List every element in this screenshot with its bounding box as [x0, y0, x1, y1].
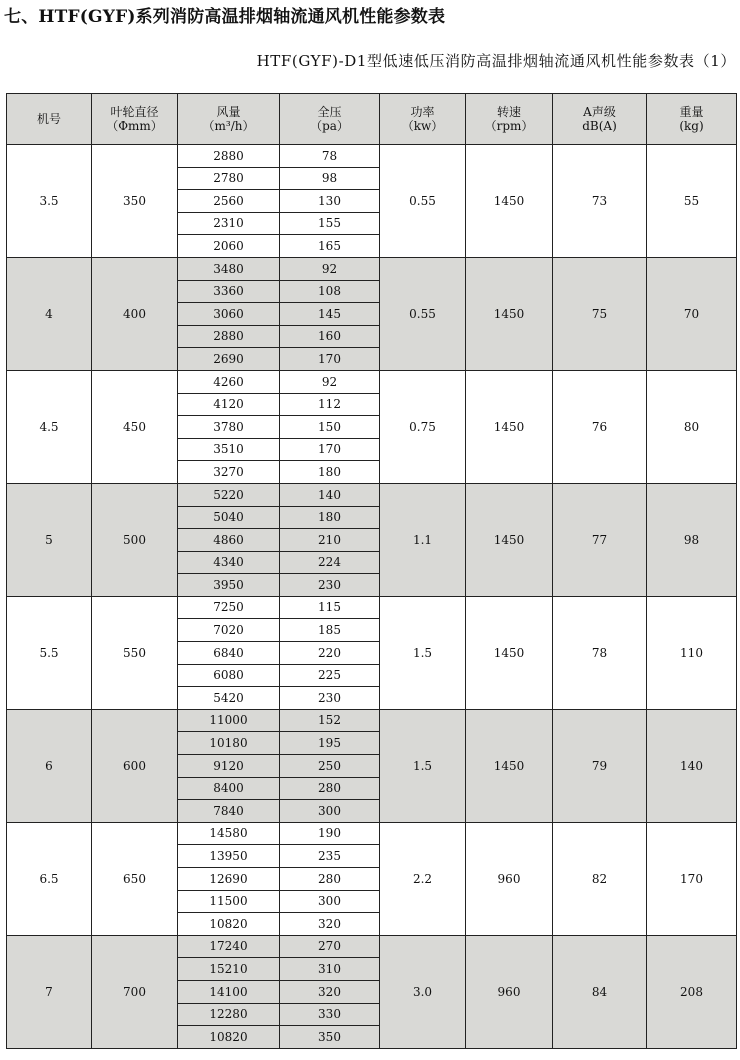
cell-fan-no: 4.5: [7, 370, 92, 483]
table-subtitle: HTF(GYF)-D1型低速低压消防高温排烟轴流通风机性能参数表（1）: [256, 52, 736, 70]
cell-weight: 140: [647, 709, 737, 822]
cell-air-volume: 6840: [178, 642, 280, 665]
cell-speed: 960: [466, 935, 553, 1048]
cell-total-pressure: 250: [280, 755, 380, 778]
cell-air-volume: 10180: [178, 732, 280, 755]
cell-air-volume: 3780: [178, 416, 280, 439]
cell-air-volume: 17240: [178, 935, 280, 958]
cell-total-pressure: 310: [280, 958, 380, 981]
cell-total-pressure: 320: [280, 980, 380, 1003]
header-noise-level: A声级 dB(A): [553, 94, 647, 145]
cell-total-pressure: 108: [280, 280, 380, 303]
cell-air-volume: 7020: [178, 619, 280, 642]
table-header-row: [7, 94, 737, 145]
cell-weight: 208: [647, 935, 737, 1048]
cell-power: 1.1: [380, 483, 466, 596]
cell-total-pressure: 280: [280, 777, 380, 800]
cell-air-volume: 8400: [178, 777, 280, 800]
cell-total-pressure: 270: [280, 935, 380, 958]
cell-fan-no: 4: [7, 257, 92, 370]
cell-air-volume: 5420: [178, 687, 280, 710]
cell-air-volume: 4340: [178, 551, 280, 574]
cell-air-volume: 3950: [178, 574, 280, 597]
cell-total-pressure: 300: [280, 800, 380, 823]
cell-total-pressure: 300: [280, 890, 380, 913]
cell-total-pressure: 280: [280, 868, 380, 891]
cell-air-volume: 2880: [178, 325, 280, 348]
cell-fan-no: 6.5: [7, 822, 92, 935]
cell-total-pressure: 210: [280, 529, 380, 552]
cell-noise-level: 79: [553, 709, 647, 822]
cell-air-volume: 2560: [178, 190, 280, 213]
section-title: 七、HTF(GYF)系列消防高温排烟轴流通风机性能参数表: [4, 7, 446, 27]
cell-total-pressure: 145: [280, 303, 380, 326]
cell-air-volume: 2690: [178, 348, 280, 371]
cell-total-pressure: 115: [280, 596, 380, 619]
cell-total-pressure: 152: [280, 709, 380, 732]
cell-weight: 80: [647, 370, 737, 483]
cell-air-volume: 7840: [178, 800, 280, 823]
cell-total-pressure: 98: [280, 167, 380, 190]
cell-fan-no: 7: [7, 935, 92, 1048]
cell-air-volume: 11000: [178, 709, 280, 732]
cell-impeller-diameter: 450: [92, 370, 178, 483]
header-total-pressure: 全压 （pa）: [280, 94, 380, 145]
cell-total-pressure: 112: [280, 393, 380, 416]
cell-impeller-diameter: 500: [92, 483, 178, 596]
cell-total-pressure: 220: [280, 642, 380, 665]
cell-speed: 960: [466, 822, 553, 935]
cell-total-pressure: 165: [280, 235, 380, 258]
cell-air-volume: 6080: [178, 664, 280, 687]
header-impeller-diameter: 叶轮直径 （Φmm）: [92, 94, 178, 145]
header-power: 功率 （kw）: [380, 94, 466, 145]
cell-noise-level: 77: [553, 483, 647, 596]
header-air-volume: 风量 （m³/h）: [178, 94, 280, 145]
cell-total-pressure: 155: [280, 212, 380, 235]
cell-fan-no: 6: [7, 709, 92, 822]
cell-total-pressure: 230: [280, 574, 380, 597]
cell-weight: 70: [647, 257, 737, 370]
cell-impeller-diameter: 400: [92, 257, 178, 370]
cell-total-pressure: 170: [280, 438, 380, 461]
cell-air-volume: 2780: [178, 167, 280, 190]
cell-air-volume: 15210: [178, 958, 280, 981]
table-row: [7, 822, 737, 845]
cell-total-pressure: 180: [280, 461, 380, 484]
cell-speed: 1450: [466, 145, 553, 258]
cell-weight: 98: [647, 483, 737, 596]
cell-air-volume: 7250: [178, 596, 280, 619]
cell-noise-level: 75: [553, 257, 647, 370]
cell-total-pressure: 160: [280, 325, 380, 348]
cell-air-volume: 2060: [178, 235, 280, 258]
cell-impeller-diameter: 600: [92, 709, 178, 822]
header-fan-no: 机号: [7, 94, 92, 145]
cell-air-volume: 2310: [178, 212, 280, 235]
cell-air-volume: 14580: [178, 822, 280, 845]
table-body: [7, 145, 737, 1049]
cell-power: 3.0: [380, 935, 466, 1048]
cell-weight: 170: [647, 822, 737, 935]
cell-impeller-diameter: 700: [92, 935, 178, 1048]
cell-total-pressure: 185: [280, 619, 380, 642]
cell-impeller-diameter: 650: [92, 822, 178, 935]
cell-air-volume: 9120: [178, 755, 280, 778]
table-row: [7, 709, 737, 732]
cell-total-pressure: 130: [280, 190, 380, 213]
table-row: [7, 483, 737, 506]
cell-total-pressure: 92: [280, 257, 380, 280]
header-weight: 重量 (kg): [647, 94, 737, 145]
cell-total-pressure: 195: [280, 732, 380, 755]
cell-total-pressure: 224: [280, 551, 380, 574]
cell-power: 0.75: [380, 370, 466, 483]
cell-air-volume: 5220: [178, 483, 280, 506]
cell-power: 1.5: [380, 596, 466, 709]
cell-speed: 1450: [466, 709, 553, 822]
cell-air-volume: 14100: [178, 980, 280, 1003]
cell-total-pressure: 235: [280, 845, 380, 868]
table-row: [7, 257, 737, 280]
cell-total-pressure: 320: [280, 913, 380, 936]
cell-speed: 1450: [466, 596, 553, 709]
cell-air-volume: 10820: [178, 913, 280, 936]
cell-fan-no: 5: [7, 483, 92, 596]
cell-total-pressure: 190: [280, 822, 380, 845]
cell-air-volume: 3510: [178, 438, 280, 461]
cell-noise-level: 78: [553, 596, 647, 709]
cell-noise-level: 73: [553, 145, 647, 258]
cell-air-volume: 13950: [178, 845, 280, 868]
cell-fan-no: 3.5: [7, 145, 92, 258]
cell-air-volume: 12280: [178, 1003, 280, 1026]
cell-total-pressure: 78: [280, 145, 380, 168]
cell-air-volume: 12690: [178, 868, 280, 891]
cell-total-pressure: 180: [280, 506, 380, 529]
cell-air-volume: 3480: [178, 257, 280, 280]
cell-noise-level: 76: [553, 370, 647, 483]
cell-total-pressure: 330: [280, 1003, 380, 1026]
cell-total-pressure: 150: [280, 416, 380, 439]
cell-air-volume: 4120: [178, 393, 280, 416]
cell-noise-level: 82: [553, 822, 647, 935]
cell-total-pressure: 225: [280, 664, 380, 687]
cell-weight: 55: [647, 145, 737, 258]
cell-power: 0.55: [380, 145, 466, 258]
table-row: [7, 596, 737, 619]
cell-power: 1.5: [380, 709, 466, 822]
table-row: [7, 370, 737, 393]
cell-total-pressure: 140: [280, 483, 380, 506]
header-speed: 转速 （rpm）: [466, 94, 553, 145]
cell-air-volume: 3360: [178, 280, 280, 303]
cell-total-pressure: 350: [280, 1026, 380, 1049]
cell-total-pressure: 92: [280, 370, 380, 393]
cell-noise-level: 84: [553, 935, 647, 1048]
cell-speed: 1450: [466, 257, 553, 370]
table-row: [7, 145, 737, 168]
fan-performance-table: [6, 93, 737, 1049]
cell-air-volume: 10820: [178, 1026, 280, 1049]
cell-speed: 1450: [466, 483, 553, 596]
cell-impeller-diameter: 350: [92, 145, 178, 258]
cell-power: 0.55: [380, 257, 466, 370]
cell-air-volume: 4260: [178, 370, 280, 393]
cell-air-volume: 5040: [178, 506, 280, 529]
cell-total-pressure: 230: [280, 687, 380, 710]
table-row: [7, 935, 737, 958]
cell-impeller-diameter: 550: [92, 596, 178, 709]
cell-air-volume: 4860: [178, 529, 280, 552]
cell-air-volume: 3270: [178, 461, 280, 484]
cell-total-pressure: 170: [280, 348, 380, 371]
cell-fan-no: 5.5: [7, 596, 92, 709]
cell-power: 2.2: [380, 822, 466, 935]
cell-air-volume: 3060: [178, 303, 280, 326]
cell-weight: 110: [647, 596, 737, 709]
cell-air-volume: 2880: [178, 145, 280, 168]
cell-speed: 1450: [466, 370, 553, 483]
cell-air-volume: 11500: [178, 890, 280, 913]
